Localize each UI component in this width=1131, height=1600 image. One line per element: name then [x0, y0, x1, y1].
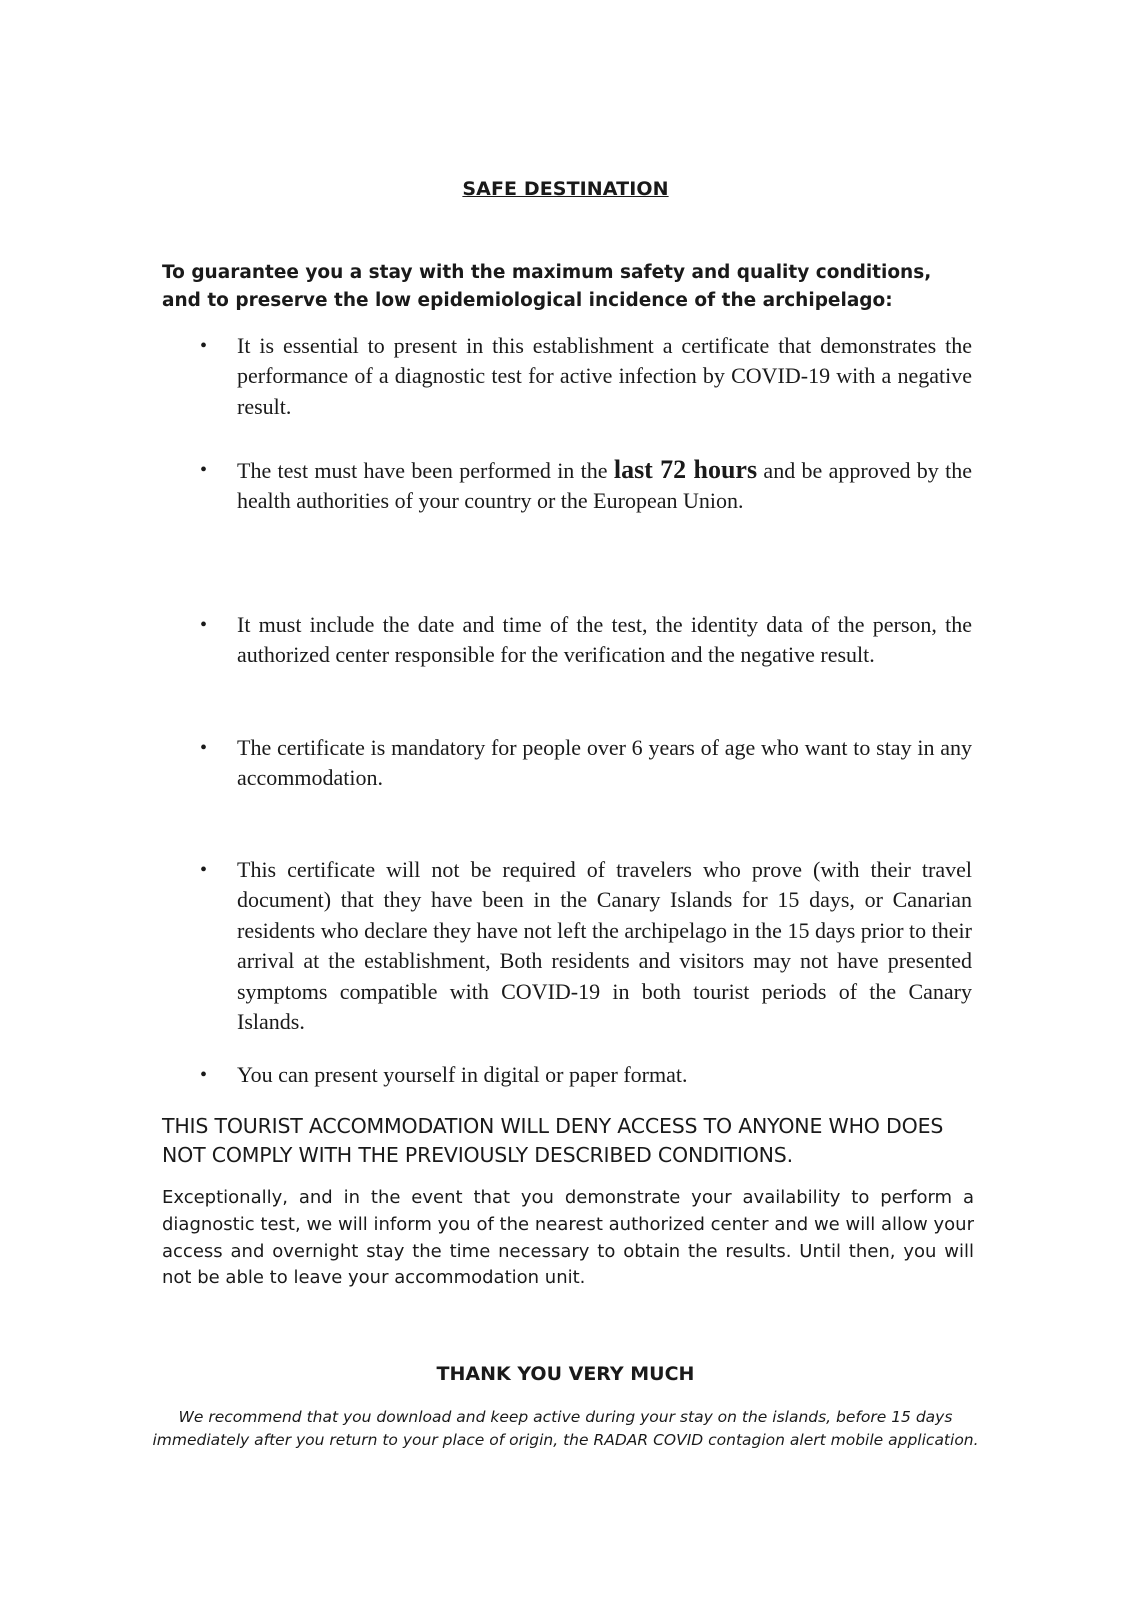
bullet-item — [200, 331, 972, 422]
bullet-icon: • — [200, 614, 208, 636]
recommendation-note: We recommend that you download and keep active during your stay on the islands, before 15 days immediately after you return to your place of origin, the RADAR COVID contagion alert mobile application. — [152, 1408, 979, 1449]
document-title: SAFE DESTINATION — [462, 178, 669, 200]
emphasis-last-72-hours: last 72 hours — [613, 455, 758, 484]
bullet-text: The certificate is mandatory for people over 6 years of age who want to stay in any accommodation. — [237, 735, 972, 791]
bullet-item — [200, 1060, 972, 1090]
bullet-item — [200, 733, 972, 794]
exception-paragraph: Exceptionally, and in the event that you demonstrate your availability to perform a diagnostic test, we will inform you of the nearest authorized center and we will allow your access and overnight stay the time necessary to obtain the results. Until then, you will not be able to leave your accommodation unit. — [162, 1187, 974, 1289]
bullet-text: You can present yourself in digital or paper format. — [237, 1062, 688, 1087]
bullet-text: It is essential to present in this establishment a certificate that demonstrates the performance of a diagnostic test for active infection by COVID-19 with a negative result. — [237, 333, 972, 419]
bullet-item — [200, 455, 972, 517]
bullet-text — [237, 455, 972, 517]
bullet-item — [200, 855, 972, 1037]
bullet-text-end: and be approved by the health authorities of your country or the European Union. — [237, 458, 973, 514]
bullet-text: This certificate will not be required of travelers who prove (with their travel document) that they have been in the Canary Islands for 15 days, or Canarian residents who declare they have not left the archipelago in the 15 days prior to their arrival at the establishment, Both residents and visitors may not have presented symptoms compatible with COVID-19 in both tourist periods of the Canary Islands. — [237, 857, 972, 1035]
bullet-text: It must include the date and time of the test, the identity data of the person, the authorized center responsible for the verification and the negative result. — [237, 612, 972, 668]
bullet-icon: • — [200, 335, 208, 357]
bullet-text-start: The test must have been performed in the — [237, 458, 614, 483]
bullet-item — [200, 610, 972, 671]
bullet-icon: • — [200, 459, 208, 481]
bullet-icon: • — [200, 737, 208, 759]
access-warning: THIS TOURIST ACCOMMODATION WILL DENY ACCESS TO ANYONE WHO DOES NOT COMPLY WITH THE PREVIOUSLY DESCRIBED CONDITIONS. — [162, 1114, 944, 1167]
bullet-icon: • — [200, 859, 208, 881]
intro-paragraph: To guarantee you a stay with the maximum safety and quality conditions, and to preserve the low epidemiological incidence of the archipelago: — [162, 262, 932, 311]
thank-you-heading: THANK YOU VERY MUCH — [436, 1363, 695, 1385]
bullet-icon: • — [200, 1064, 208, 1086]
